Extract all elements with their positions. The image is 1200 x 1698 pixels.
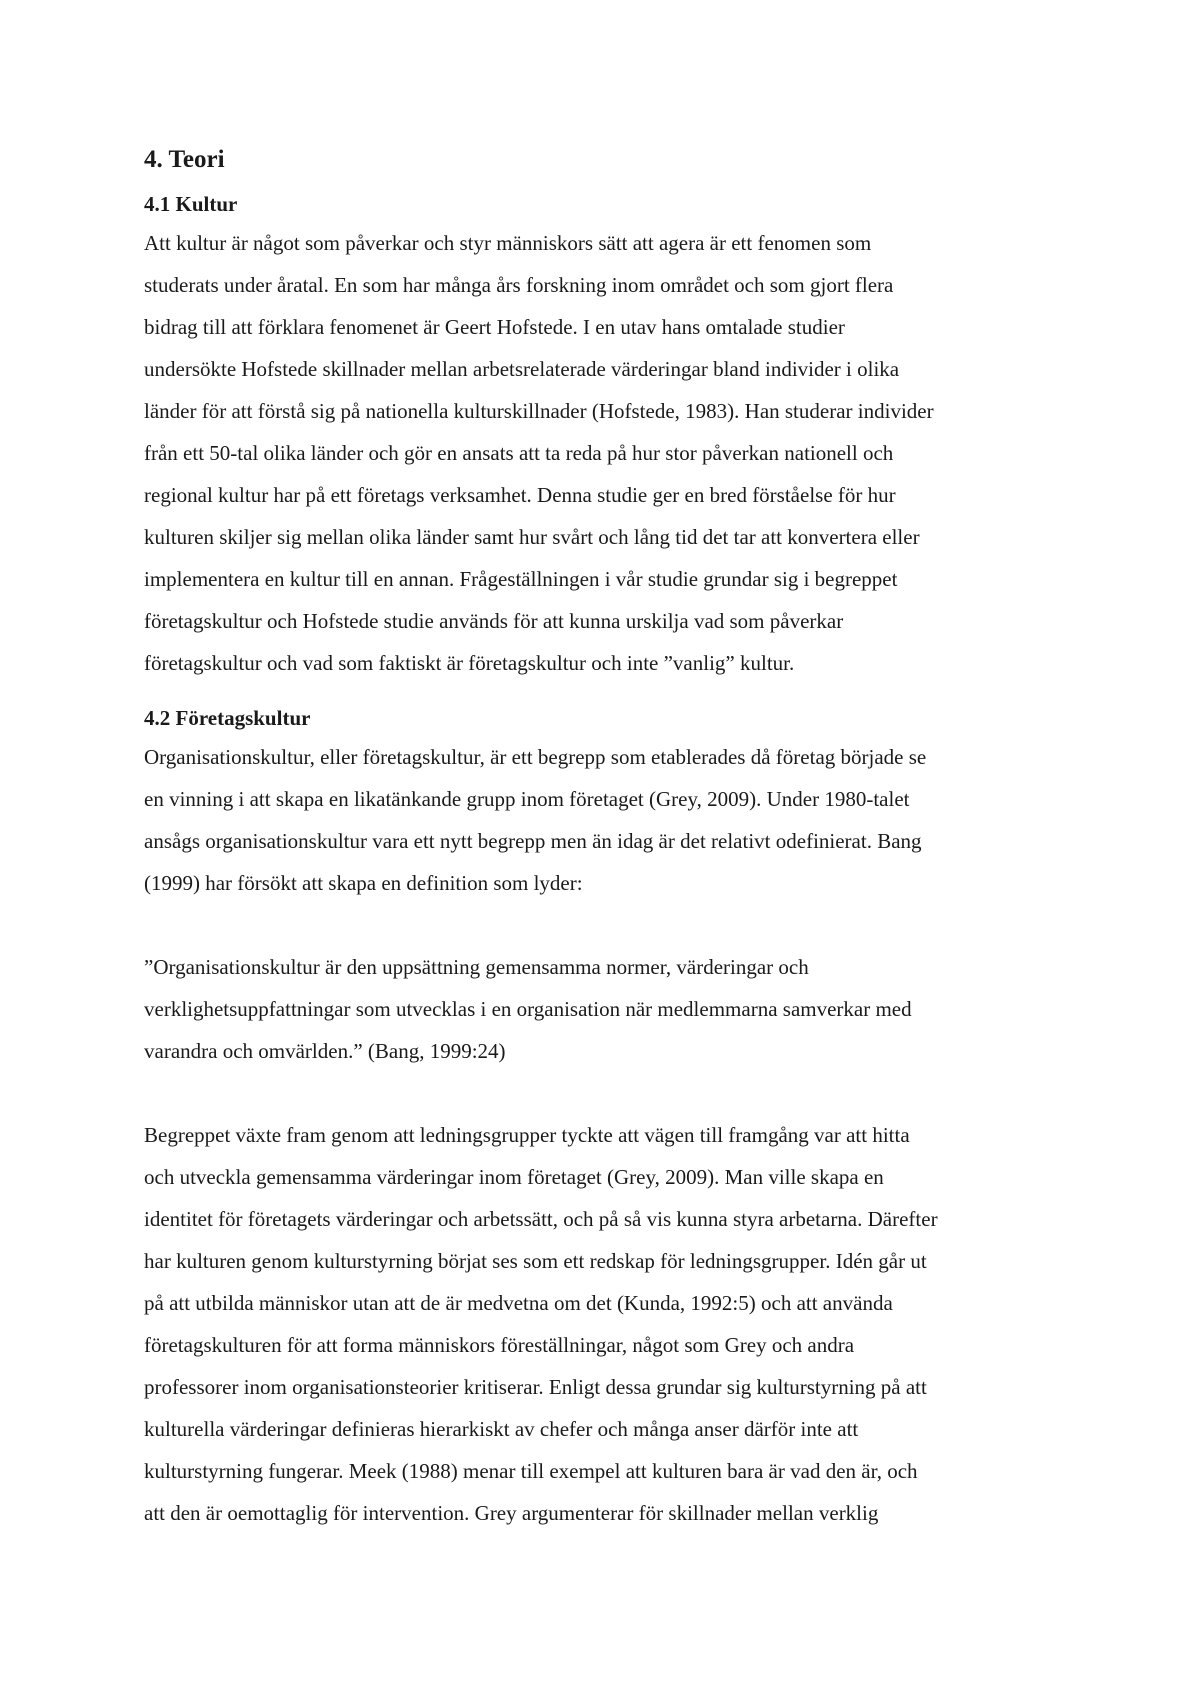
text-line: kulturen skiljer sig mellan olika länder samt hur svårt och lång tid det tar att konvertera eller <box>144 525 920 549</box>
text-line: Organisationskultur, eller företagskultur, är ett begrepp som etablerades då företag började se <box>144 745 927 769</box>
text-line: att den är oemottaglig för intervention. Grey argumenterar för skillnader mellan verklig <box>144 1501 879 1525</box>
text-line: implementera en kultur till en annan. Frågeställningen i vår studie grundar sig i begreppet <box>144 567 898 591</box>
text-line: på att utbilda människor utan att de är medvetna om det (Kunda, 1992:5) och att använda <box>144 1291 893 1315</box>
text-line: har kulturen genom kulturstyrning börjat ses som ett redskap för ledningsgrupper. Idén går ut <box>144 1249 927 1273</box>
quote-line: verklighetsuppfattningar som utvecklas i en organisation när medlemmarna samverkar med <box>144 997 912 1021</box>
text-line: (1999) har försökt att skapa en definition som lyder: <box>144 871 583 895</box>
text-line: regional kultur har på ett företags verksamhet. Denna studie ger en bred förståelse för hur <box>144 483 896 507</box>
text-line: Att kultur är något som påverkar och styr människors sätt att agera är ett fenomen som <box>144 231 872 255</box>
definition-quote <box>144 946 1064 1072</box>
paragraph-definition-intro <box>144 736 1064 904</box>
paragraph-kulturstyrning <box>144 1114 1064 1534</box>
text-line: företagskultur och vad som faktiskt är företagskultur och inte ”vanlig” kultur. <box>144 651 795 675</box>
paragraph-kultur <box>144 222 1064 684</box>
text-line: identitet för företagets värderingar och arbetssätt, och på så vis kunna styra arbetarna. Därefter <box>144 1207 938 1231</box>
text-line: ansågs organisationskultur vara ett nytt begrepp men än idag är det relativt odefinierat. Bang <box>144 829 922 853</box>
document-body <box>144 140 1064 1534</box>
paragraph-spacer <box>144 1072 1064 1114</box>
text-line: från ett 50-tal olika länder och gör en ansats att ta reda på hur stor påverkan nationell och <box>144 441 894 465</box>
section-heading-foretagskultur: 4.2 Företagskultur <box>144 706 311 730</box>
chapter-heading: 4. Teori <box>144 146 225 173</box>
text-line: kulturstyrning fungerar. Meek (1988) menar till exempel att kulturen bara är vad den är, och <box>144 1459 918 1483</box>
text-line: studerats under åratal. En som har många års forskning inom området och som gjort flera <box>144 273 894 297</box>
text-line: professorer inom organisationsteorier kritiserar. Enligt dessa grundar sig kulturstyrning på att <box>144 1375 927 1399</box>
paragraph-spacer <box>144 904 1064 946</box>
section-heading-kultur: 4.1 Kultur <box>144 192 238 216</box>
quote-line: varandra och omvärlden.” (Bang, 1999:24) <box>144 1039 506 1063</box>
text-line: och utveckla gemensamma värderingar inom företaget (Grey, 2009). Man ville skapa en <box>144 1165 884 1189</box>
text-line: företagskultur och Hofstede studie används för att kunna urskilja vad som påverkar <box>144 609 844 633</box>
text-line: en vinning i att skapa en likatänkande grupp inom företaget (Grey, 2009). Under 1980-talet <box>144 787 910 811</box>
text-line: kulturella värderingar definieras hierarkiskt av chefer och många anser därför inte att <box>144 1417 859 1441</box>
quote-line: ”Organisationskultur är den uppsättning gemensamma normer, värderingar och <box>144 955 809 979</box>
text-line: länder för att förstå sig på nationella kulturskillnader (Hofstede, 1983). Han studerar individer <box>144 399 934 423</box>
text-line: företagskulturen för att forma människors föreställningar, något som Grey och andra <box>144 1333 855 1357</box>
text-line: bidrag till att förklara fenomenet är Geert Hofstede. I en utav hans omtalade studier <box>144 315 845 339</box>
text-line: Begreppet växte fram genom att ledningsgrupper tyckte att vägen till framgång var att hitta <box>144 1123 910 1147</box>
text-line: undersökte Hofstede skillnader mellan arbetsrelaterade värderingar bland individer i olika <box>144 357 900 381</box>
